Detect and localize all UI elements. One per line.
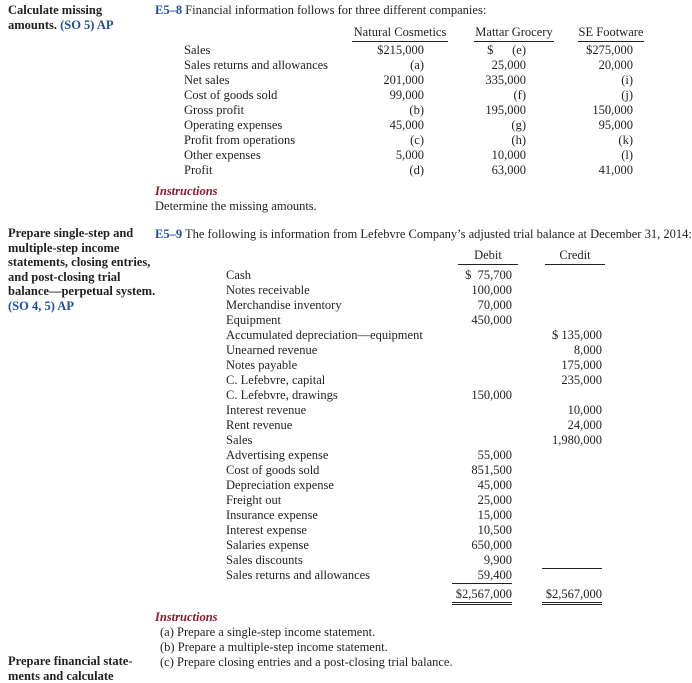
next-side-note-line2: ments and calculate xyxy=(8,669,158,683)
e58-row-label: Gross profit xyxy=(184,103,244,118)
e58-cell: 99,000 xyxy=(354,88,424,103)
e58-side-note xyxy=(8,3,158,32)
e59-debit-amount: 70,000 xyxy=(452,298,512,313)
e58-cell: 5,000 xyxy=(354,148,424,163)
e58-cell: 41,000 xyxy=(563,163,633,178)
e59-debit-amount: 100,000 xyxy=(452,283,512,298)
e59-account-name: C. Lefebvre, drawings xyxy=(226,388,338,403)
e58-cell: (i) xyxy=(563,73,633,88)
e58-row-label: Operating expenses xyxy=(184,118,282,133)
e59-debit-amount: 55,000 xyxy=(452,448,512,463)
e59-credit-amount: 235,000 xyxy=(542,373,602,388)
e58-row-label: Net sales xyxy=(184,73,229,88)
e59-credit-amount xyxy=(542,568,602,569)
e59-side-note-line: multiple-step income xyxy=(8,241,158,256)
e59-side-note-line: balance—perpetual system. xyxy=(8,284,158,299)
e59-account-name: Salaries expense xyxy=(226,538,309,553)
e59-side-note xyxy=(8,226,158,313)
e58-row-label: Cost of goods sold xyxy=(184,88,277,103)
e58-cell: 63,000 xyxy=(456,163,526,178)
e58-cell: 201,000 xyxy=(354,73,424,88)
e59-debit-amount: 59,400 xyxy=(452,568,512,584)
e59-account-name: C. Lefebvre, capital xyxy=(226,373,325,388)
e59-account-name: Cost of goods sold xyxy=(226,463,319,478)
e58-cell: 25,000 xyxy=(456,58,526,73)
e59-side-note-line: Prepare single-step and xyxy=(8,226,158,241)
e59-debit-amount: 45,000 xyxy=(452,478,512,493)
e58-row-label: Profit from operations xyxy=(184,133,295,148)
e59-account-name: Notes receivable xyxy=(226,283,310,298)
e59-credit-amount: $ 135,000 xyxy=(542,328,602,343)
e58-cell: $275,000 xyxy=(563,43,633,58)
e58-study-objective: (SO 5) AP xyxy=(60,18,113,32)
e59-debit-amount: 25,000 xyxy=(452,493,512,508)
e59-account-name: Unearned revenue xyxy=(226,343,317,358)
next-side-note xyxy=(8,654,158,683)
e59-instruction-b: (b) Prepare a multiple-step income statement. xyxy=(160,640,388,655)
e58-heading xyxy=(155,3,486,18)
e59-heading xyxy=(155,227,692,242)
e59-account-name: Sales discounts xyxy=(226,553,303,568)
e58-cell: (c) xyxy=(354,133,424,148)
e58-instructions-heading: Instructions xyxy=(155,184,218,199)
e59-side-note-line: and post-closing trial xyxy=(8,270,158,285)
e58-row-label: Sales returns and allowances xyxy=(184,58,328,73)
e59-account-name: Interest expense xyxy=(226,523,307,538)
next-side-note-line1: Prepare financial state- xyxy=(8,654,158,669)
e58-row-label: Other expenses xyxy=(184,148,261,163)
e59-account-name: Insurance expense xyxy=(226,508,318,523)
e58-cell: (h) xyxy=(456,133,526,148)
e58-cell: 95,000 xyxy=(563,118,633,133)
e59-account-name: Depreciation expense xyxy=(226,478,334,493)
e58-number: E5–8 xyxy=(155,3,182,17)
e59-instruction-c: (c) Prepare closing entries and a post-closing trial balance. xyxy=(160,655,453,670)
e59-account-name: Freight out xyxy=(226,493,281,508)
e58-cell: 45,000 xyxy=(354,118,424,133)
e59-debit-amount: 851,500 xyxy=(452,463,512,478)
e59-debit-amount: 650,000 xyxy=(452,538,512,553)
e59-account-name: Cash xyxy=(226,268,251,283)
e58-cell: 335,000 xyxy=(456,73,526,88)
e59-account-name: Sales returns and allowances xyxy=(226,568,370,583)
e59-account-name: Notes payable xyxy=(226,358,297,373)
e58-cell: (j) xyxy=(563,88,633,103)
e59-account-name: Sales xyxy=(226,433,252,448)
e58-row-label: Profit xyxy=(184,163,212,178)
e58-cell: (d) xyxy=(354,163,424,178)
e59-total-debit: $2,567,000 xyxy=(452,587,512,605)
e58-cell: $215,000 xyxy=(354,43,424,58)
e58-cell: (l) xyxy=(563,148,633,163)
e58-instructions-text: Determine the missing amounts. xyxy=(155,199,317,214)
e58-cell: $ (e) xyxy=(456,43,526,58)
e59-account-name: Advertising expense xyxy=(226,448,328,463)
e59-total-credit: $2,567,000 xyxy=(542,587,602,605)
e58-cell: (b) xyxy=(354,103,424,118)
e59-credit-amount: 175,000 xyxy=(542,358,602,373)
e59-number: E5–9 xyxy=(155,227,182,241)
e58-cell: 195,000 xyxy=(456,103,526,118)
e58-cell: (f) xyxy=(456,88,526,103)
e59-credit-amount: 24,000 xyxy=(542,418,602,433)
e59-title: The following is information from Lefebvre Company’s adjusted trial balance at December 31, 2014: xyxy=(185,227,692,241)
e59-debit-header: Debit xyxy=(458,248,518,265)
e58-side-note-line2: amounts. xyxy=(8,18,57,32)
e59-credit-amount: 1,980,000 xyxy=(542,433,602,448)
e58-title: Financial information follows for three different companies: xyxy=(185,3,486,17)
e59-debit-amount: $ 75,700 xyxy=(452,268,512,283)
e59-account-name: Accumulated depreciation—equipment xyxy=(226,328,423,343)
e59-account-name: Equipment xyxy=(226,313,281,328)
e59-instruction-a: (a) Prepare a single-step income statement. xyxy=(160,625,375,640)
e59-account-name: Rent revenue xyxy=(226,418,292,433)
e58-side-note-line1: Calculate missing xyxy=(8,3,158,18)
e59-debit-amount: 150,000 xyxy=(452,388,512,403)
e58-col-header-1: Natural Cosmetics xyxy=(352,25,448,42)
e59-credit-amount: 8,000 xyxy=(542,343,602,358)
e58-col-header-3: SE Footware xyxy=(578,25,644,42)
e59-credit-header: Credit xyxy=(545,248,605,265)
e59-debit-amount: 450,000 xyxy=(452,313,512,328)
e58-cell: (g) xyxy=(456,118,526,133)
e59-debit-amount: 10,500 xyxy=(452,523,512,538)
e58-col-header-2: Mattar Grocery xyxy=(474,25,554,42)
e58-cell: (k) xyxy=(563,133,633,148)
e59-debit-amount: 15,000 xyxy=(452,508,512,523)
e59-credit-amount: 10,000 xyxy=(542,403,602,418)
e59-side-note-line: statements, closing entries, xyxy=(8,255,158,270)
e58-row-label: Sales xyxy=(184,43,210,58)
e59-account-name: Merchandise inventory xyxy=(226,298,342,313)
e59-instructions-heading: Instructions xyxy=(155,610,218,625)
e59-debit-amount: 9,900 xyxy=(452,553,512,568)
e58-cell: 20,000 xyxy=(563,58,633,73)
e59-study-objective: (SO 4, 5) AP xyxy=(8,299,158,314)
e58-cell: (a) xyxy=(354,58,424,73)
e59-account-name: Interest revenue xyxy=(226,403,306,418)
e58-cell: 10,000 xyxy=(456,148,526,163)
e58-cell: 150,000 xyxy=(563,103,633,118)
